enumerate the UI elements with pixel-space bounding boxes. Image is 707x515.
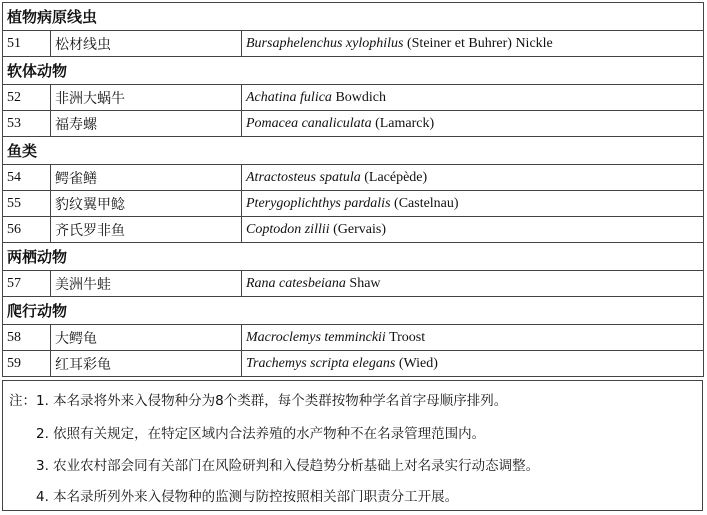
- scientific-name-cell: [242, 31, 704, 57]
- note-2: 2. 依照有关规定，在特定区域内合法养殖的水产物种不在名录管理范围内。: [36, 426, 486, 442]
- row-number: 56: [3, 217, 51, 243]
- table-row: [3, 191, 704, 217]
- table-row: [3, 351, 704, 377]
- category-row: [3, 297, 704, 325]
- scientific-name: Coptodon zillii: [246, 221, 330, 237]
- scientific-name: Atractosteus spatula: [246, 169, 361, 185]
- scientific-name-cell: [242, 165, 704, 191]
- category-label: 爬行动物: [3, 297, 704, 325]
- author-citation: Shaw: [345, 275, 381, 291]
- scientific-name-cell: [242, 271, 704, 297]
- category-label: 两栖动物: [3, 243, 704, 271]
- table-row: [3, 271, 704, 297]
- category-row: [3, 243, 704, 271]
- scientific-name: Rana catesbeiana: [246, 275, 346, 291]
- author-citation: (Lamarck): [371, 115, 435, 131]
- table-row: [3, 85, 704, 111]
- scientific-name-cell: [242, 111, 704, 137]
- species-table: [2, 2, 704, 377]
- scientific-name-cell: [242, 325, 704, 351]
- row-number: 53: [3, 111, 51, 137]
- author-citation: Troost: [385, 329, 426, 345]
- author-citation: (Castelnau): [390, 195, 459, 211]
- category-row: [3, 137, 704, 165]
- row-number: 57: [3, 271, 51, 297]
- notes-box: [2, 380, 703, 511]
- scientific-name: Pterygoplichthys pardalis: [246, 195, 391, 211]
- scientific-name: Macroclemys temminckii: [246, 329, 386, 345]
- category-row: [3, 3, 704, 31]
- note-3: 3. 农业农村部会同有关部门在风险研判和入侵趋势分析基础上对名录实行动态调整。: [36, 458, 540, 474]
- table-row: [3, 111, 704, 137]
- scientific-name-cell: [242, 85, 704, 111]
- chinese-name: 松材线虫: [51, 31, 242, 57]
- chinese-name: 红耳彩龟: [51, 351, 242, 377]
- chinese-name: 齐氏罗非鱼: [51, 217, 242, 243]
- table-row: [3, 31, 704, 57]
- table-row: [3, 325, 704, 351]
- category-label: 软体动物: [3, 57, 704, 85]
- table-row: [3, 165, 704, 191]
- category-row: [3, 57, 704, 85]
- row-number: 59: [3, 351, 51, 377]
- row-number: 54: [3, 165, 51, 191]
- row-number: 52: [3, 85, 51, 111]
- scientific-name: Achatina fulica: [246, 89, 332, 105]
- category-label: 植物病原线虫: [3, 3, 704, 31]
- row-number: 55: [3, 191, 51, 217]
- scientific-name: Bursaphelenchus xylophilus: [246, 35, 404, 51]
- author-citation: Bowdich: [331, 89, 386, 105]
- author-citation: (Wied): [395, 355, 438, 371]
- author-citation: (Steiner et Buhrer) Nickle: [403, 35, 553, 51]
- scientific-name-cell: [242, 351, 704, 377]
- table-row: [3, 217, 704, 243]
- chinese-name: 非洲大蜗牛: [51, 85, 242, 111]
- note-4: 4. 本名录所列外来入侵物种的监测与防控按照相关部门职责分工开展。: [36, 489, 459, 505]
- chinese-name: 福寿螺: [51, 111, 242, 137]
- scientific-name: Pomacea canaliculata: [246, 115, 372, 131]
- note-1: 注：1. 本名录将外来入侵物种分为8个类群，每个类群按物种学名首字母顺序排列。: [9, 393, 508, 409]
- row-number: 58: [3, 325, 51, 351]
- scientific-name-cell: [242, 217, 704, 243]
- author-citation: (Gervais): [329, 221, 386, 237]
- species-table-body: [3, 3, 704, 377]
- author-citation: (Lacépède): [360, 169, 428, 185]
- scientific-name: Trachemys scripta elegans: [246, 355, 396, 371]
- chinese-name: 豹纹翼甲鲶: [51, 191, 242, 217]
- chinese-name: 大鳄龟: [51, 325, 242, 351]
- chinese-name: 鳄雀鳝: [51, 165, 242, 191]
- scientific-name-cell: [242, 191, 704, 217]
- chinese-name: 美洲牛蛙: [51, 271, 242, 297]
- row-number: 51: [3, 31, 51, 57]
- category-label: 鱼类: [3, 137, 704, 165]
